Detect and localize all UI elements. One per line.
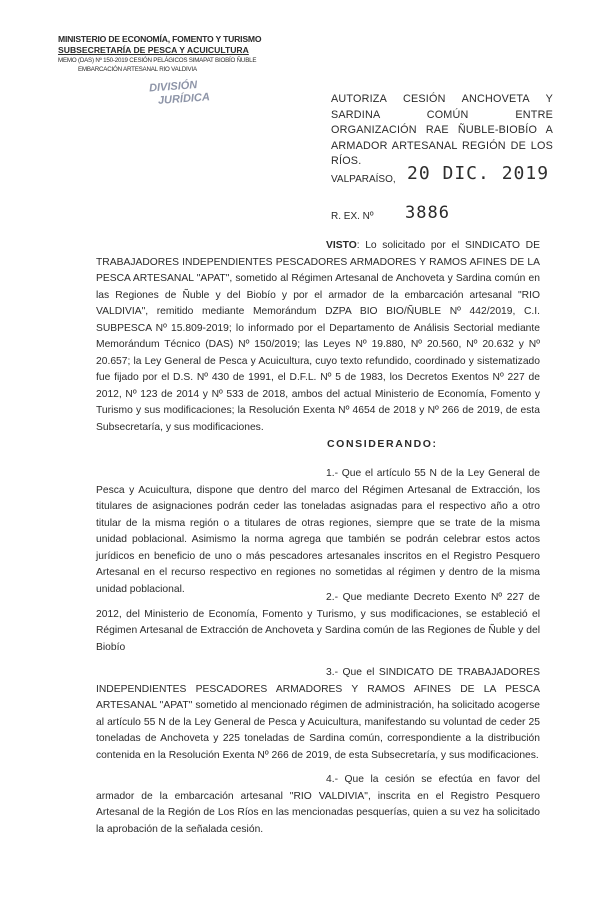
considerando-heading: CONSIDERANDO: [327, 438, 438, 450]
rex-label: R. EX. Nº [331, 211, 374, 222]
memo-reference: MEMO (DAS) Nº 150-2019 CESIÓN PELÁGICOS SIMAPAT BIOBÍO ÑUBLE [58, 57, 257, 64]
considerando-2-text: 2.- Que mediante Decreto Exento Nº 227 de 2012, del Ministerio de Economía, Fomento y Turismo, y sus modificaciones, se estableció el Régimen Artesanal de Extracción de Anchoveta y Sardina común de las Regiones de Ñuble y del Biobío [96, 592, 540, 653]
resolution-title: AUTORIZA CESIÓN ANCHOVETA Y SARDINA COMÚN ENTRE ORGANIZACIÓN RAE ÑUBLE-BIOBÍO A ARMADOR ARTESANAL REGIÓN DE LOS RÍOS. [331, 93, 553, 167]
letterhead [58, 34, 298, 74]
considerando-1 [96, 466, 540, 598]
considerando-4 [96, 772, 540, 838]
considerando-4-text: 4.- Que la cesión se efectúa en favor del armador de la embarcación artesanal "RIO VALDIVIA", inscrita en el Registro Pesquero Artesanal de la Región de Los Ríos en las mencionadas pesquerías, quien a su vez ha solicitado la aprobación de la señalada cesión. [96, 774, 540, 835]
memo-reference-continued: EMBARCACIÓN ARTESANAL RIO VALDIVIA [78, 66, 197, 73]
visto-label: VISTO [326, 240, 357, 251]
considerando-3 [96, 665, 540, 764]
considerando-1-text: 1.- Que el artículo 55 N de la Ley General de Pesca y Acuicultura, dispone que dentro del marco del Régimen Artesanal de Extracción, los titulares de asignaciones podrán ceder las toneladas asignadas para el respectivo año a otro titular de la misma región o a titulares de otras regiones, siempre que se trate de la misma unidad poblacional. Asimismo la norma agrega que también se podrán celebrar estos actos jurídicos en beneficio de uno o más pescadores artesanales inscritos en el Registro Pesquero Artesanal en el recurso respectivo en regiones no sometidas al régimen y dentro de la misma unidad poblacional. [96, 468, 540, 595]
ministry-name: MINISTERIO DE ECONOMÍA, FOMENTO Y TURISMO [58, 34, 262, 44]
place-label: VALPARAÍSO, [331, 174, 396, 185]
visto-paragraph [96, 238, 540, 436]
considerando-2 [96, 590, 540, 656]
considerando-3-text: 3.- Que el SINDICATO DE TRABAJADORES INDEPENDIENTES PESCADORES ARMADORES Y RAMOS AFINES DE LA PESCA ARTESANAL "APAT" sometido al mencionado régimen de administración, ha solicitado acogerse al artículo 55 N de la Ley General de Pesca y Acuicultura, manifestando su voluntad de ceder 25 toneladas de Anchoveta y 225 toneladas de Sardina común, correspondiente a la distribución contenida en la Resolución Exenta Nº 266 de 2019, de esta Subsecretaría, y sus modificaciones. [96, 667, 540, 761]
subsecretaria-name: SUBSECRETARÍA DE PESCA Y ACUICULTURA [58, 45, 249, 55]
rex-number-stamp: 3886 [405, 203, 450, 223]
stamp-line-2: JURÍDICA [157, 91, 211, 107]
division-juridica-stamp [149, 78, 222, 123]
stamp-line-1: DIVISIÓN [148, 79, 198, 95]
resolution-date-stamp: 20 DIC. 2019 [407, 163, 550, 184]
visto-text: : Lo solicitado por el SINDICATO DE TRABAJADORES INDEPENDIENTES PESCADORES ARMADORES Y RAMOS AFINES DE LA PESCA ARTESANAL "APAT", sometido al Régimen Artesanal de Anchoveta y Sardina común en las Regiones de Ñuble y del Biobío y por el armador de la embarcación artesanal "RIO VALDIVIA", remitido mediante Memorándum DZPA BIO BIO/ÑUBLE Nº 442/2019, C.I. SUBPESCA Nº 15.809-2019; lo informado por el Departamento de Análisis Sectorial mediante Memorándum Técnico (DAS) Nº 150/2019; las Leyes Nº 19.880, Nº 20.560, Nº 20.632 y Nº 20.657; la Ley General de Pesca y Acuicultura, cuyo texto refundido, coordinado y sistematizado fue fijado por el D.S. Nº 430 de 1991, el D.F.L. Nº 5 de 1983, los Decretos Exentos Nº 227 de 2012, Nº 123 de 2014 y Nº 533 de 2018, ambos del actual Ministerio de Economía, Fomento y Turismo y sus modificaciones; la Resolución Exenta Nº 4654 de 2018 y Nº 266 de 2019, de esta Subsecretaría, y sus modificaciones. [96, 240, 540, 433]
